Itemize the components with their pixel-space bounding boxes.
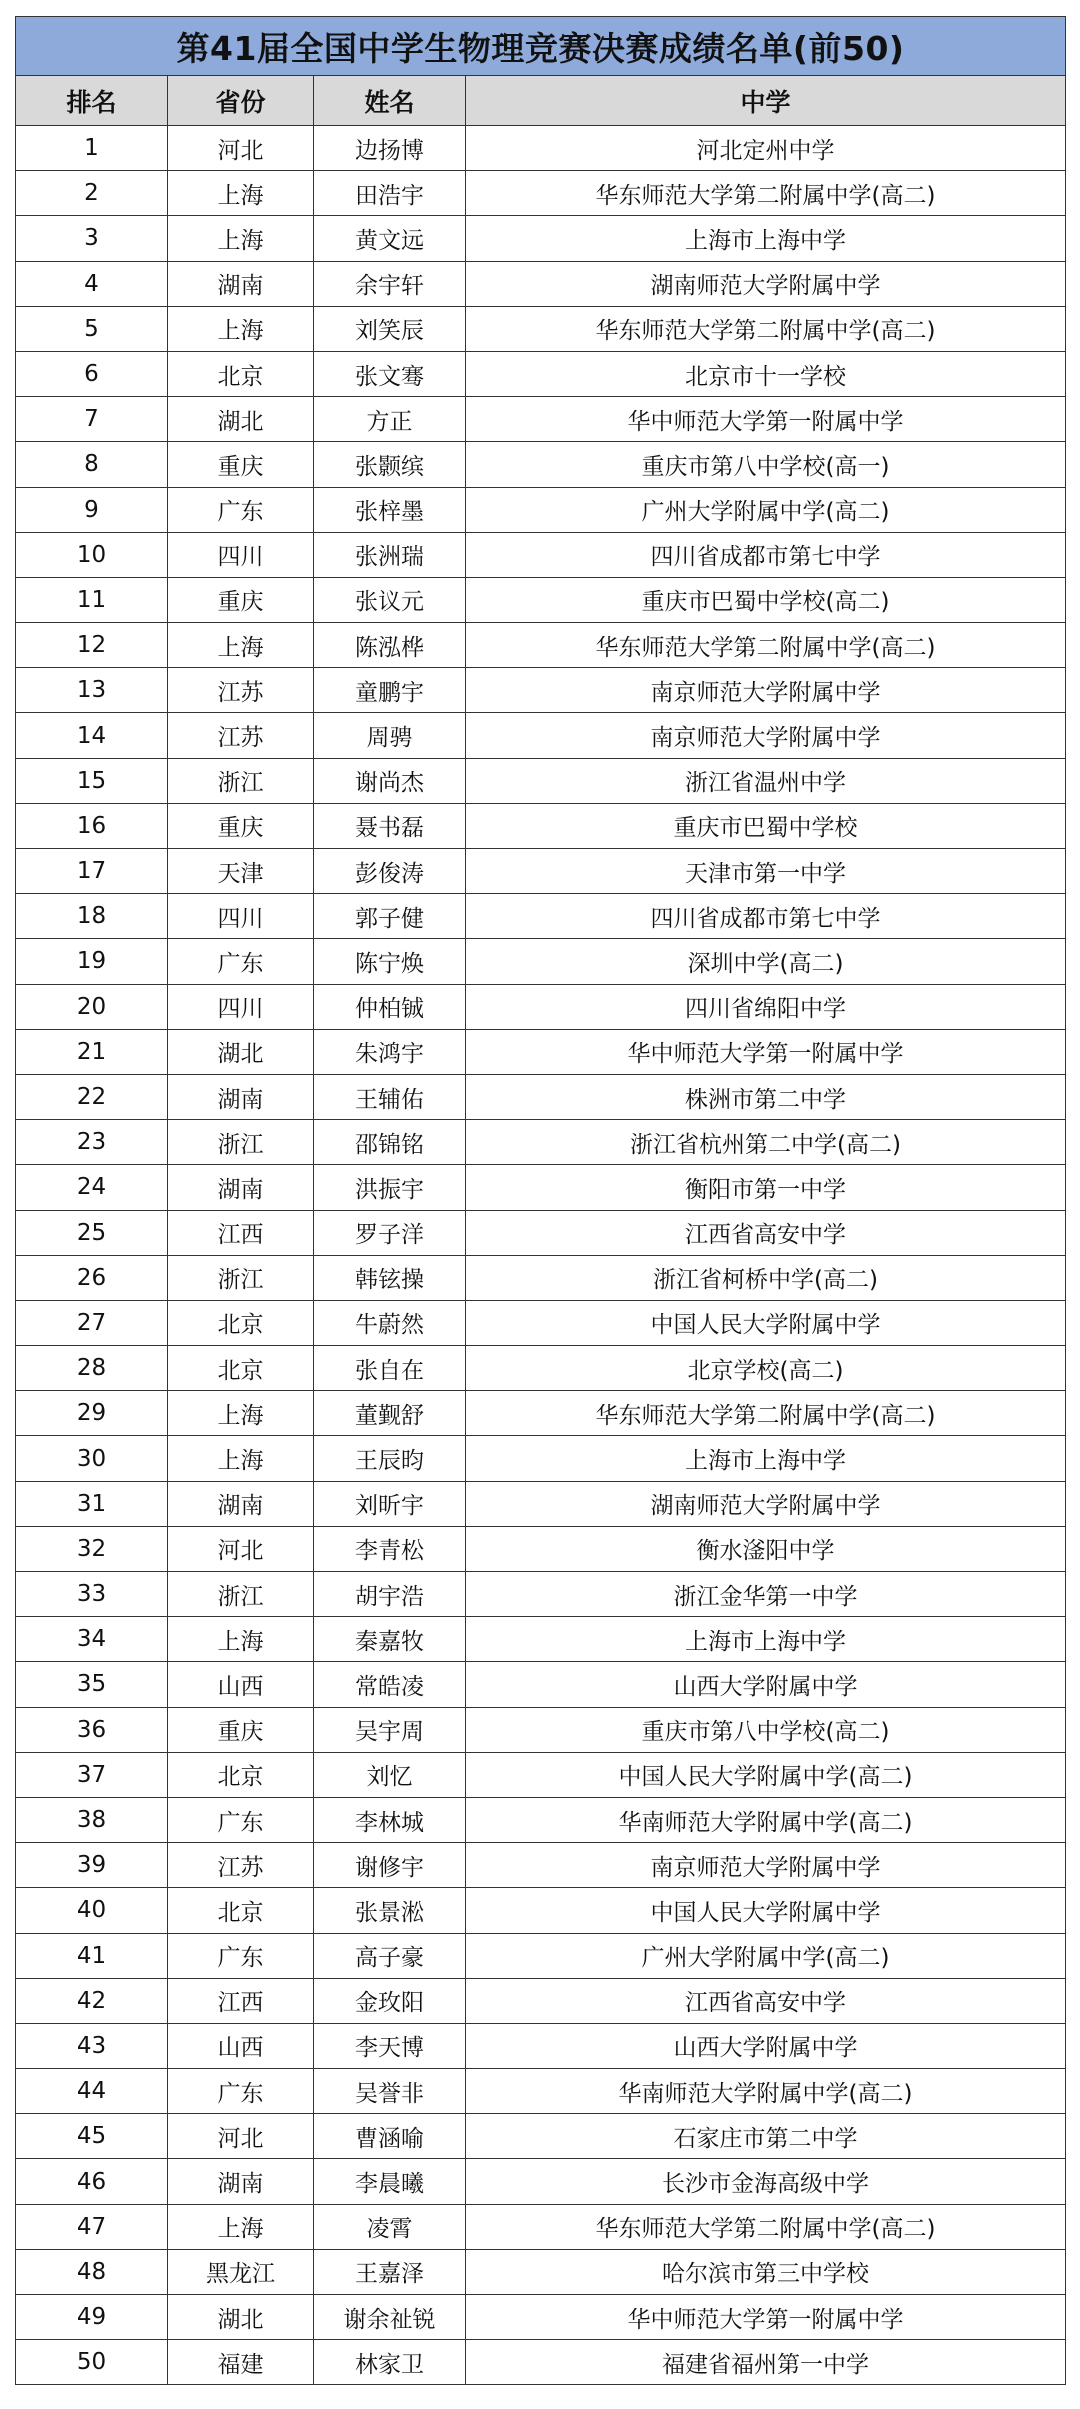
- province-cell: 四川: [168, 984, 314, 1029]
- school-cell: 四川省成都市第七中学: [466, 532, 1066, 577]
- rank-cell: 20: [16, 984, 168, 1029]
- rank-cell: 30: [16, 1436, 168, 1481]
- table-row: [16, 2204, 1066, 2249]
- rank-cell: 40: [16, 1888, 168, 1933]
- table-row: [16, 1074, 1066, 1119]
- name-cell: 刘忆: [314, 1752, 466, 1797]
- table-row: [16, 1617, 1066, 1662]
- name-cell: 曹涵喻: [314, 2114, 466, 2159]
- results-sheet: [15, 16, 1065, 2396]
- name-cell: 陈宁焕: [314, 939, 466, 984]
- rank-cell: 33: [16, 1572, 168, 1617]
- header-row: [16, 76, 1066, 126]
- province-cell: 江苏: [168, 668, 314, 713]
- rank-cell: 38: [16, 1797, 168, 1842]
- school-cell: 广州大学附属中学(高二): [466, 487, 1066, 532]
- column-header-rank: 排名: [16, 76, 168, 126]
- province-cell: 江西: [168, 1210, 314, 1255]
- name-cell: 聂书磊: [314, 803, 466, 848]
- province-cell: 北京: [168, 1888, 314, 1933]
- province-cell: 湖南: [168, 261, 314, 306]
- name-cell: 邵锦铭: [314, 1120, 466, 1165]
- name-cell: 方正: [314, 397, 466, 442]
- school-cell: 衡阳市第一中学: [466, 1165, 1066, 1210]
- rank-cell: 15: [16, 758, 168, 803]
- table-row: [16, 2114, 1066, 2159]
- table-row: [16, 306, 1066, 351]
- province-cell: 重庆: [168, 577, 314, 622]
- province-cell: 北京: [168, 1346, 314, 1391]
- rank-cell: 26: [16, 1255, 168, 1300]
- province-cell: 上海: [168, 623, 314, 668]
- province-cell: 广东: [168, 1797, 314, 1842]
- province-cell: 湖南: [168, 1074, 314, 1119]
- table-row: [16, 1120, 1066, 1165]
- school-cell: 重庆市巴蜀中学校(高二): [466, 577, 1066, 622]
- province-cell: 河北: [168, 2114, 314, 2159]
- school-cell: 山西大学附属中学: [466, 2023, 1066, 2068]
- table-row: [16, 2069, 1066, 2114]
- province-cell: 广东: [168, 2069, 314, 2114]
- name-cell: 谢尚杰: [314, 758, 466, 803]
- table-row: [16, 216, 1066, 261]
- name-cell: 谢余祉锐: [314, 2295, 466, 2340]
- name-cell: 刘笑辰: [314, 306, 466, 351]
- rank-cell: 3: [16, 216, 168, 261]
- school-cell: 石家庄市第二中学: [466, 2114, 1066, 2159]
- name-cell: 张景淞: [314, 1888, 466, 1933]
- school-cell: 浙江金华第一中学: [466, 1572, 1066, 1617]
- name-cell: 陈泓桦: [314, 623, 466, 668]
- province-cell: 湖北: [168, 1029, 314, 1074]
- school-cell: 浙江省温州中学: [466, 758, 1066, 803]
- table-row: [16, 1888, 1066, 1933]
- table-row: [16, 1391, 1066, 1436]
- table-row: [16, 1300, 1066, 1345]
- table-row: [16, 351, 1066, 396]
- table-row: [16, 1797, 1066, 1842]
- school-cell: 华东师范大学第二附属中学(高二): [466, 306, 1066, 351]
- school-cell: 河北定州中学: [466, 126, 1066, 171]
- name-cell: 张梓墨: [314, 487, 466, 532]
- title-row: [16, 17, 1066, 76]
- name-cell: 李天博: [314, 2023, 466, 2068]
- name-cell: 童鹏宇: [314, 668, 466, 713]
- rank-cell: 12: [16, 623, 168, 668]
- rank-cell: 35: [16, 1662, 168, 1707]
- school-cell: 江西省高安中学: [466, 1210, 1066, 1255]
- name-cell: 田浩宇: [314, 171, 466, 216]
- province-cell: 河北: [168, 1526, 314, 1571]
- province-cell: 上海: [168, 1617, 314, 1662]
- table-row: [16, 171, 1066, 216]
- school-cell: 江西省高安中学: [466, 1978, 1066, 2023]
- school-cell: 广州大学附属中学(高二): [466, 1933, 1066, 1978]
- name-cell: 张颢缤: [314, 442, 466, 487]
- school-cell: 华南师范大学附属中学(高二): [466, 1797, 1066, 1842]
- school-cell: 华东师范大学第二附属中学(高二): [466, 1391, 1066, 1436]
- province-cell: 广东: [168, 939, 314, 984]
- rank-cell: 25: [16, 1210, 168, 1255]
- rank-cell: 16: [16, 803, 168, 848]
- school-cell: 四川省成都市第七中学: [466, 894, 1066, 939]
- province-cell: 广东: [168, 1933, 314, 1978]
- table-row: [16, 894, 1066, 939]
- school-cell: 南京师范大学附属中学: [466, 668, 1066, 713]
- province-cell: 浙江: [168, 1572, 314, 1617]
- name-cell: 王辅佑: [314, 1074, 466, 1119]
- school-cell: 中国人民大学附属中学(高二): [466, 1752, 1066, 1797]
- table-row: [16, 1210, 1066, 1255]
- school-cell: 衡水滏阳中学: [466, 1526, 1066, 1571]
- rank-cell: 46: [16, 2159, 168, 2204]
- name-cell: 李林城: [314, 1797, 466, 1842]
- name-cell: 张洲瑞: [314, 532, 466, 577]
- name-cell: 洪振宇: [314, 1165, 466, 1210]
- rank-cell: 11: [16, 577, 168, 622]
- table-row: [16, 1843, 1066, 1888]
- name-cell: 刘昕宇: [314, 1481, 466, 1526]
- table-row: [16, 623, 1066, 668]
- table-row: [16, 1481, 1066, 1526]
- name-cell: 朱鸿宇: [314, 1029, 466, 1074]
- rank-cell: 9: [16, 487, 168, 532]
- name-cell: 金玫阳: [314, 1978, 466, 2023]
- name-cell: 张文骞: [314, 351, 466, 396]
- name-cell: 林家卫: [314, 2340, 466, 2385]
- province-cell: 浙江: [168, 758, 314, 803]
- school-cell: 上海市上海中学: [466, 216, 1066, 261]
- name-cell: 董觐舒: [314, 1391, 466, 1436]
- name-cell: 张议元: [314, 577, 466, 622]
- province-cell: 福建: [168, 2340, 314, 2385]
- rank-cell: 41: [16, 1933, 168, 1978]
- province-cell: 河北: [168, 126, 314, 171]
- rank-cell: 8: [16, 442, 168, 487]
- table-row: [16, 1752, 1066, 1797]
- rank-cell: 6: [16, 351, 168, 396]
- province-cell: 山西: [168, 1662, 314, 1707]
- rank-cell: 2: [16, 171, 168, 216]
- school-cell: 上海市上海中学: [466, 1617, 1066, 1662]
- rank-cell: 43: [16, 2023, 168, 2068]
- school-cell: 深圳中学(高二): [466, 939, 1066, 984]
- province-cell: 天津: [168, 849, 314, 894]
- name-cell: 王辰昀: [314, 1436, 466, 1481]
- school-cell: 山西大学附属中学: [466, 1662, 1066, 1707]
- rank-cell: 17: [16, 849, 168, 894]
- table-row: [16, 487, 1066, 532]
- table-row: [16, 1029, 1066, 1074]
- table-row: [16, 2159, 1066, 2204]
- name-cell: 吴宇周: [314, 1707, 466, 1752]
- rank-cell: 28: [16, 1346, 168, 1391]
- school-cell: 华中师范大学第一附属中学: [466, 1029, 1066, 1074]
- rank-cell: 34: [16, 1617, 168, 1662]
- name-cell: 李晨曦: [314, 2159, 466, 2204]
- rank-cell: 23: [16, 1120, 168, 1165]
- table-row: [16, 442, 1066, 487]
- rank-cell: 24: [16, 1165, 168, 1210]
- name-cell: 黄文远: [314, 216, 466, 261]
- table-row: [16, 668, 1066, 713]
- province-cell: 黑龙江: [168, 2249, 314, 2294]
- rank-cell: 1: [16, 126, 168, 171]
- table-row: [16, 2249, 1066, 2294]
- name-cell: 周骋: [314, 713, 466, 758]
- school-cell: 重庆市巴蜀中学校: [466, 803, 1066, 848]
- province-cell: 湖南: [168, 1481, 314, 1526]
- school-cell: 四川省绵阳中学: [466, 984, 1066, 1029]
- rank-cell: 7: [16, 397, 168, 442]
- province-cell: 重庆: [168, 1707, 314, 1752]
- rank-cell: 37: [16, 1752, 168, 1797]
- table-row: [16, 939, 1066, 984]
- province-cell: 浙江: [168, 1120, 314, 1165]
- school-cell: 湖南师范大学附属中学: [466, 261, 1066, 306]
- school-cell: 南京师范大学附属中学: [466, 1843, 1066, 1888]
- rank-cell: 5: [16, 306, 168, 351]
- table-row: [16, 2295, 1066, 2340]
- table-row: [16, 1572, 1066, 1617]
- table-row: [16, 1526, 1066, 1571]
- table-row: [16, 984, 1066, 1029]
- rank-cell: 36: [16, 1707, 168, 1752]
- school-cell: 长沙市金海高级中学: [466, 2159, 1066, 2204]
- province-cell: 重庆: [168, 442, 314, 487]
- name-cell: 吴誉非: [314, 2069, 466, 2114]
- province-cell: 江苏: [168, 1843, 314, 1888]
- rank-cell: 42: [16, 1978, 168, 2023]
- province-cell: 四川: [168, 894, 314, 939]
- results-table: [15, 16, 1066, 2385]
- school-cell: 北京学校(高二): [466, 1346, 1066, 1391]
- school-cell: 哈尔滨市第三中学校: [466, 2249, 1066, 2294]
- table-row: [16, 1707, 1066, 1752]
- rank-cell: 18: [16, 894, 168, 939]
- table-row: [16, 261, 1066, 306]
- name-cell: 韩铉操: [314, 1255, 466, 1300]
- name-cell: 牛蔚然: [314, 1300, 466, 1345]
- province-cell: 上海: [168, 1436, 314, 1481]
- rank-cell: 39: [16, 1843, 168, 1888]
- province-cell: 上海: [168, 216, 314, 261]
- school-cell: 福建省福州第一中学: [466, 2340, 1066, 2385]
- table-row: [16, 577, 1066, 622]
- school-cell: 上海市上海中学: [466, 1436, 1066, 1481]
- table-title: 第41届全国中学生物理竞赛决赛成绩名单(前50): [16, 17, 1066, 76]
- rank-cell: 21: [16, 1029, 168, 1074]
- name-cell: 郭子健: [314, 894, 466, 939]
- province-cell: 广东: [168, 487, 314, 532]
- column-header-name: 姓名: [314, 76, 466, 126]
- column-header-province: 省份: [168, 76, 314, 126]
- rank-cell: 19: [16, 939, 168, 984]
- table-row: [16, 532, 1066, 577]
- rank-cell: 10: [16, 532, 168, 577]
- name-cell: 胡宇浩: [314, 1572, 466, 1617]
- name-cell: 王嘉泽: [314, 2249, 466, 2294]
- school-cell: 华东师范大学第二附属中学(高二): [466, 623, 1066, 668]
- table-row: [16, 1933, 1066, 1978]
- rank-cell: 13: [16, 668, 168, 713]
- school-cell: 中国人民大学附属中学: [466, 1300, 1066, 1345]
- rank-cell: 44: [16, 2069, 168, 2114]
- rank-cell: 29: [16, 1391, 168, 1436]
- table-row: [16, 397, 1066, 442]
- table-row: [16, 1662, 1066, 1707]
- rank-cell: 14: [16, 713, 168, 758]
- name-cell: 边扬博: [314, 126, 466, 171]
- province-cell: 北京: [168, 351, 314, 396]
- name-cell: 余宇轩: [314, 261, 466, 306]
- rank-cell: 32: [16, 1526, 168, 1571]
- table-row: [16, 1255, 1066, 1300]
- table-row: [16, 803, 1066, 848]
- name-cell: 李青松: [314, 1526, 466, 1571]
- school-cell: 天津市第一中学: [466, 849, 1066, 894]
- table-row: [16, 1165, 1066, 1210]
- school-cell: 华中师范大学第一附属中学: [466, 2295, 1066, 2340]
- province-cell: 北京: [168, 1752, 314, 1797]
- table-row: [16, 1978, 1066, 2023]
- table-row: [16, 713, 1066, 758]
- table-row: [16, 849, 1066, 894]
- name-cell: 谢修宇: [314, 1843, 466, 1888]
- name-cell: 常皓凌: [314, 1662, 466, 1707]
- province-cell: 江苏: [168, 713, 314, 758]
- rank-cell: 31: [16, 1481, 168, 1526]
- school-cell: 北京市十一学校: [466, 351, 1066, 396]
- table-row: [16, 1346, 1066, 1391]
- province-cell: 上海: [168, 2204, 314, 2249]
- province-cell: 湖北: [168, 2295, 314, 2340]
- rank-cell: 27: [16, 1300, 168, 1345]
- name-cell: 高子豪: [314, 1933, 466, 1978]
- table-row: [16, 2340, 1066, 2385]
- province-cell: 重庆: [168, 803, 314, 848]
- school-cell: 湖南师范大学附属中学: [466, 1481, 1066, 1526]
- school-cell: 中国人民大学附属中学: [466, 1888, 1066, 1933]
- column-header-school: 中学: [466, 76, 1066, 126]
- table-row: [16, 126, 1066, 171]
- rank-cell: 45: [16, 2114, 168, 2159]
- school-cell: 华东师范大学第二附属中学(高二): [466, 2204, 1066, 2249]
- name-cell: 仲柏铖: [314, 984, 466, 1029]
- rank-cell: 4: [16, 261, 168, 306]
- province-cell: 上海: [168, 1391, 314, 1436]
- rank-cell: 47: [16, 2204, 168, 2249]
- province-cell: 北京: [168, 1300, 314, 1345]
- table-row: [16, 2023, 1066, 2068]
- school-cell: 华南师范大学附属中学(高二): [466, 2069, 1066, 2114]
- school-cell: 华中师范大学第一附属中学: [466, 397, 1066, 442]
- name-cell: 秦嘉牧: [314, 1617, 466, 1662]
- rank-cell: 48: [16, 2249, 168, 2294]
- name-cell: 彭俊涛: [314, 849, 466, 894]
- school-cell: 南京师范大学附属中学: [466, 713, 1066, 758]
- province-cell: 江西: [168, 1978, 314, 2023]
- province-cell: 四川: [168, 532, 314, 577]
- table-row: [16, 1436, 1066, 1481]
- school-cell: 重庆市第八中学校(高一): [466, 442, 1066, 487]
- name-cell: 罗子洋: [314, 1210, 466, 1255]
- name-cell: 凌霄: [314, 2204, 466, 2249]
- rank-cell: 22: [16, 1074, 168, 1119]
- school-cell: 浙江省柯桥中学(高二): [466, 1255, 1066, 1300]
- rank-cell: 49: [16, 2295, 168, 2340]
- school-cell: 株洲市第二中学: [466, 1074, 1066, 1119]
- table-row: [16, 758, 1066, 803]
- name-cell: 张自在: [314, 1346, 466, 1391]
- school-cell: 重庆市第八中学校(高二): [466, 1707, 1066, 1752]
- rank-cell: 50: [16, 2340, 168, 2385]
- province-cell: 浙江: [168, 1255, 314, 1300]
- province-cell: 上海: [168, 171, 314, 216]
- province-cell: 湖南: [168, 1165, 314, 1210]
- school-cell: 华东师范大学第二附属中学(高二): [466, 171, 1066, 216]
- province-cell: 湖北: [168, 397, 314, 442]
- province-cell: 湖南: [168, 2159, 314, 2204]
- school-cell: 浙江省杭州第二中学(高二): [466, 1120, 1066, 1165]
- province-cell: 山西: [168, 2023, 314, 2068]
- results-table-body: [16, 17, 1066, 2385]
- province-cell: 上海: [168, 306, 314, 351]
